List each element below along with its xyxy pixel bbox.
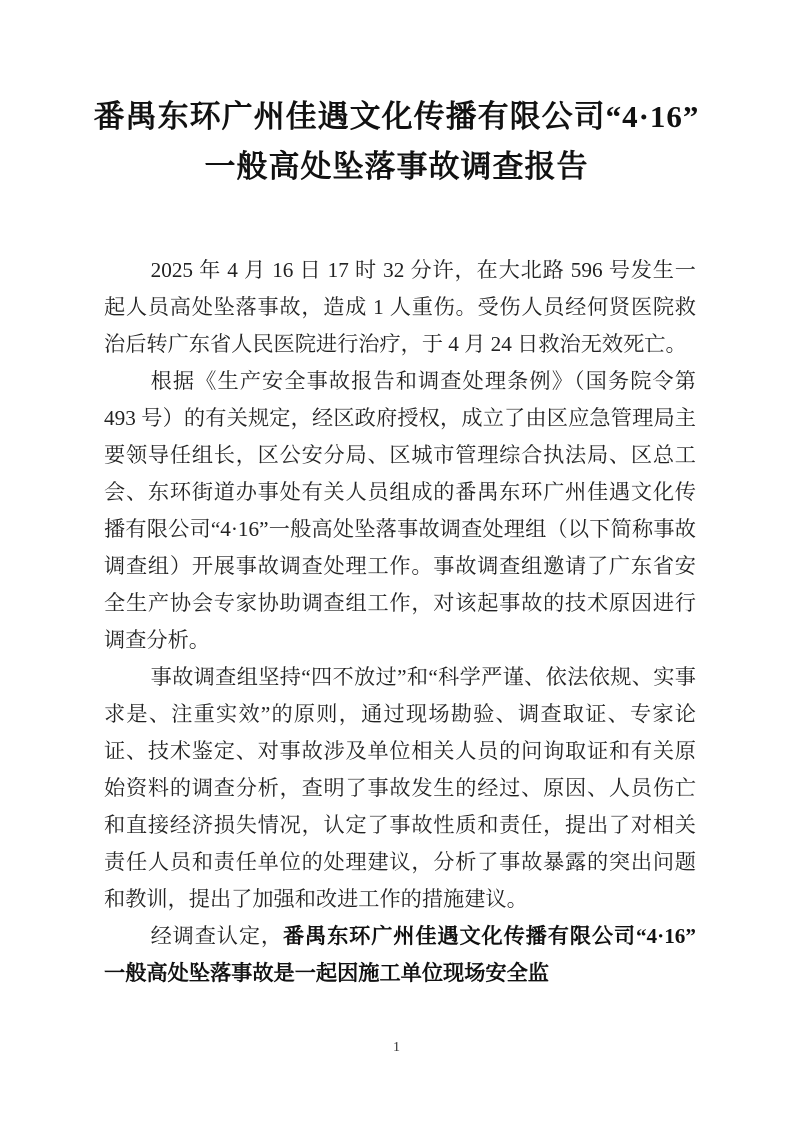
paragraph-conclusion: [104, 918, 696, 992]
document-title-line-1: 番禺东环广州佳遇文化传播有限公司“4·16”: [93, 99, 700, 134]
document-body: [104, 252, 696, 992]
paragraph-incident-summary: 2025 年 4 月 16 日 17 时 32 分许，在大北路 596 号发生一起人员高处坠落事故，造成 1 人重伤。受伤人员经何贤医院救治后转广东省人民医院进行治疗，于 4 月 24 日救治无效死亡。: [104, 258, 696, 356]
paragraph-conclusion-lead: 经调查认定，: [150, 924, 283, 948]
paragraph-conclusion-finding: 番禺东环广州佳遇文化传播有限公司“4·16” 一般高处坠落事故是一起因施工单位现场安全监: [104, 924, 696, 985]
paragraph-investigation-principles: 事故调查组坚持“四不放过”和“科学严谨、依法依规、实事求是、注重实效”的原则，通过现场勘验、调查取证、专家论证、技术鉴定、对事故涉及单位相关人员的问询取证和有关原始资料的调查分析，查明了事故发生的经过、原因、人员伤亡和直接经济损失情况，认定了事故性质和责任，提出了对相关责任人员和责任单位的处理建议，分析了事故暴露的突出问题和教训，提出了加强和改进工作的措施建议。: [104, 665, 696, 911]
document-title: [0, 0, 793, 192]
paragraph-investigation-team: 根据《生产安全事故报告和调查处理条例》（国务院令第 493 号）的有关规定，经区政府授权，成立了由区应急管理局主要领导任组长，区公安分局、区城市管理综合执法局、区总工会、东环街道办事处有关人员组成的番禺东环广州佳遇文化传播有限公司“4·16”一般高处坠落事故调查处理组（以下简称事故调查组）开展事故调查处理工作。事故调查组邀请了广东省安全生产协会专家协助调查组工作，对该起事故的技术原因进行调查分析。: [104, 369, 696, 652]
page-number: 1: [393, 1040, 400, 1055]
document-title-line-2: 一般高处坠落事故调查报告: [204, 149, 589, 184]
